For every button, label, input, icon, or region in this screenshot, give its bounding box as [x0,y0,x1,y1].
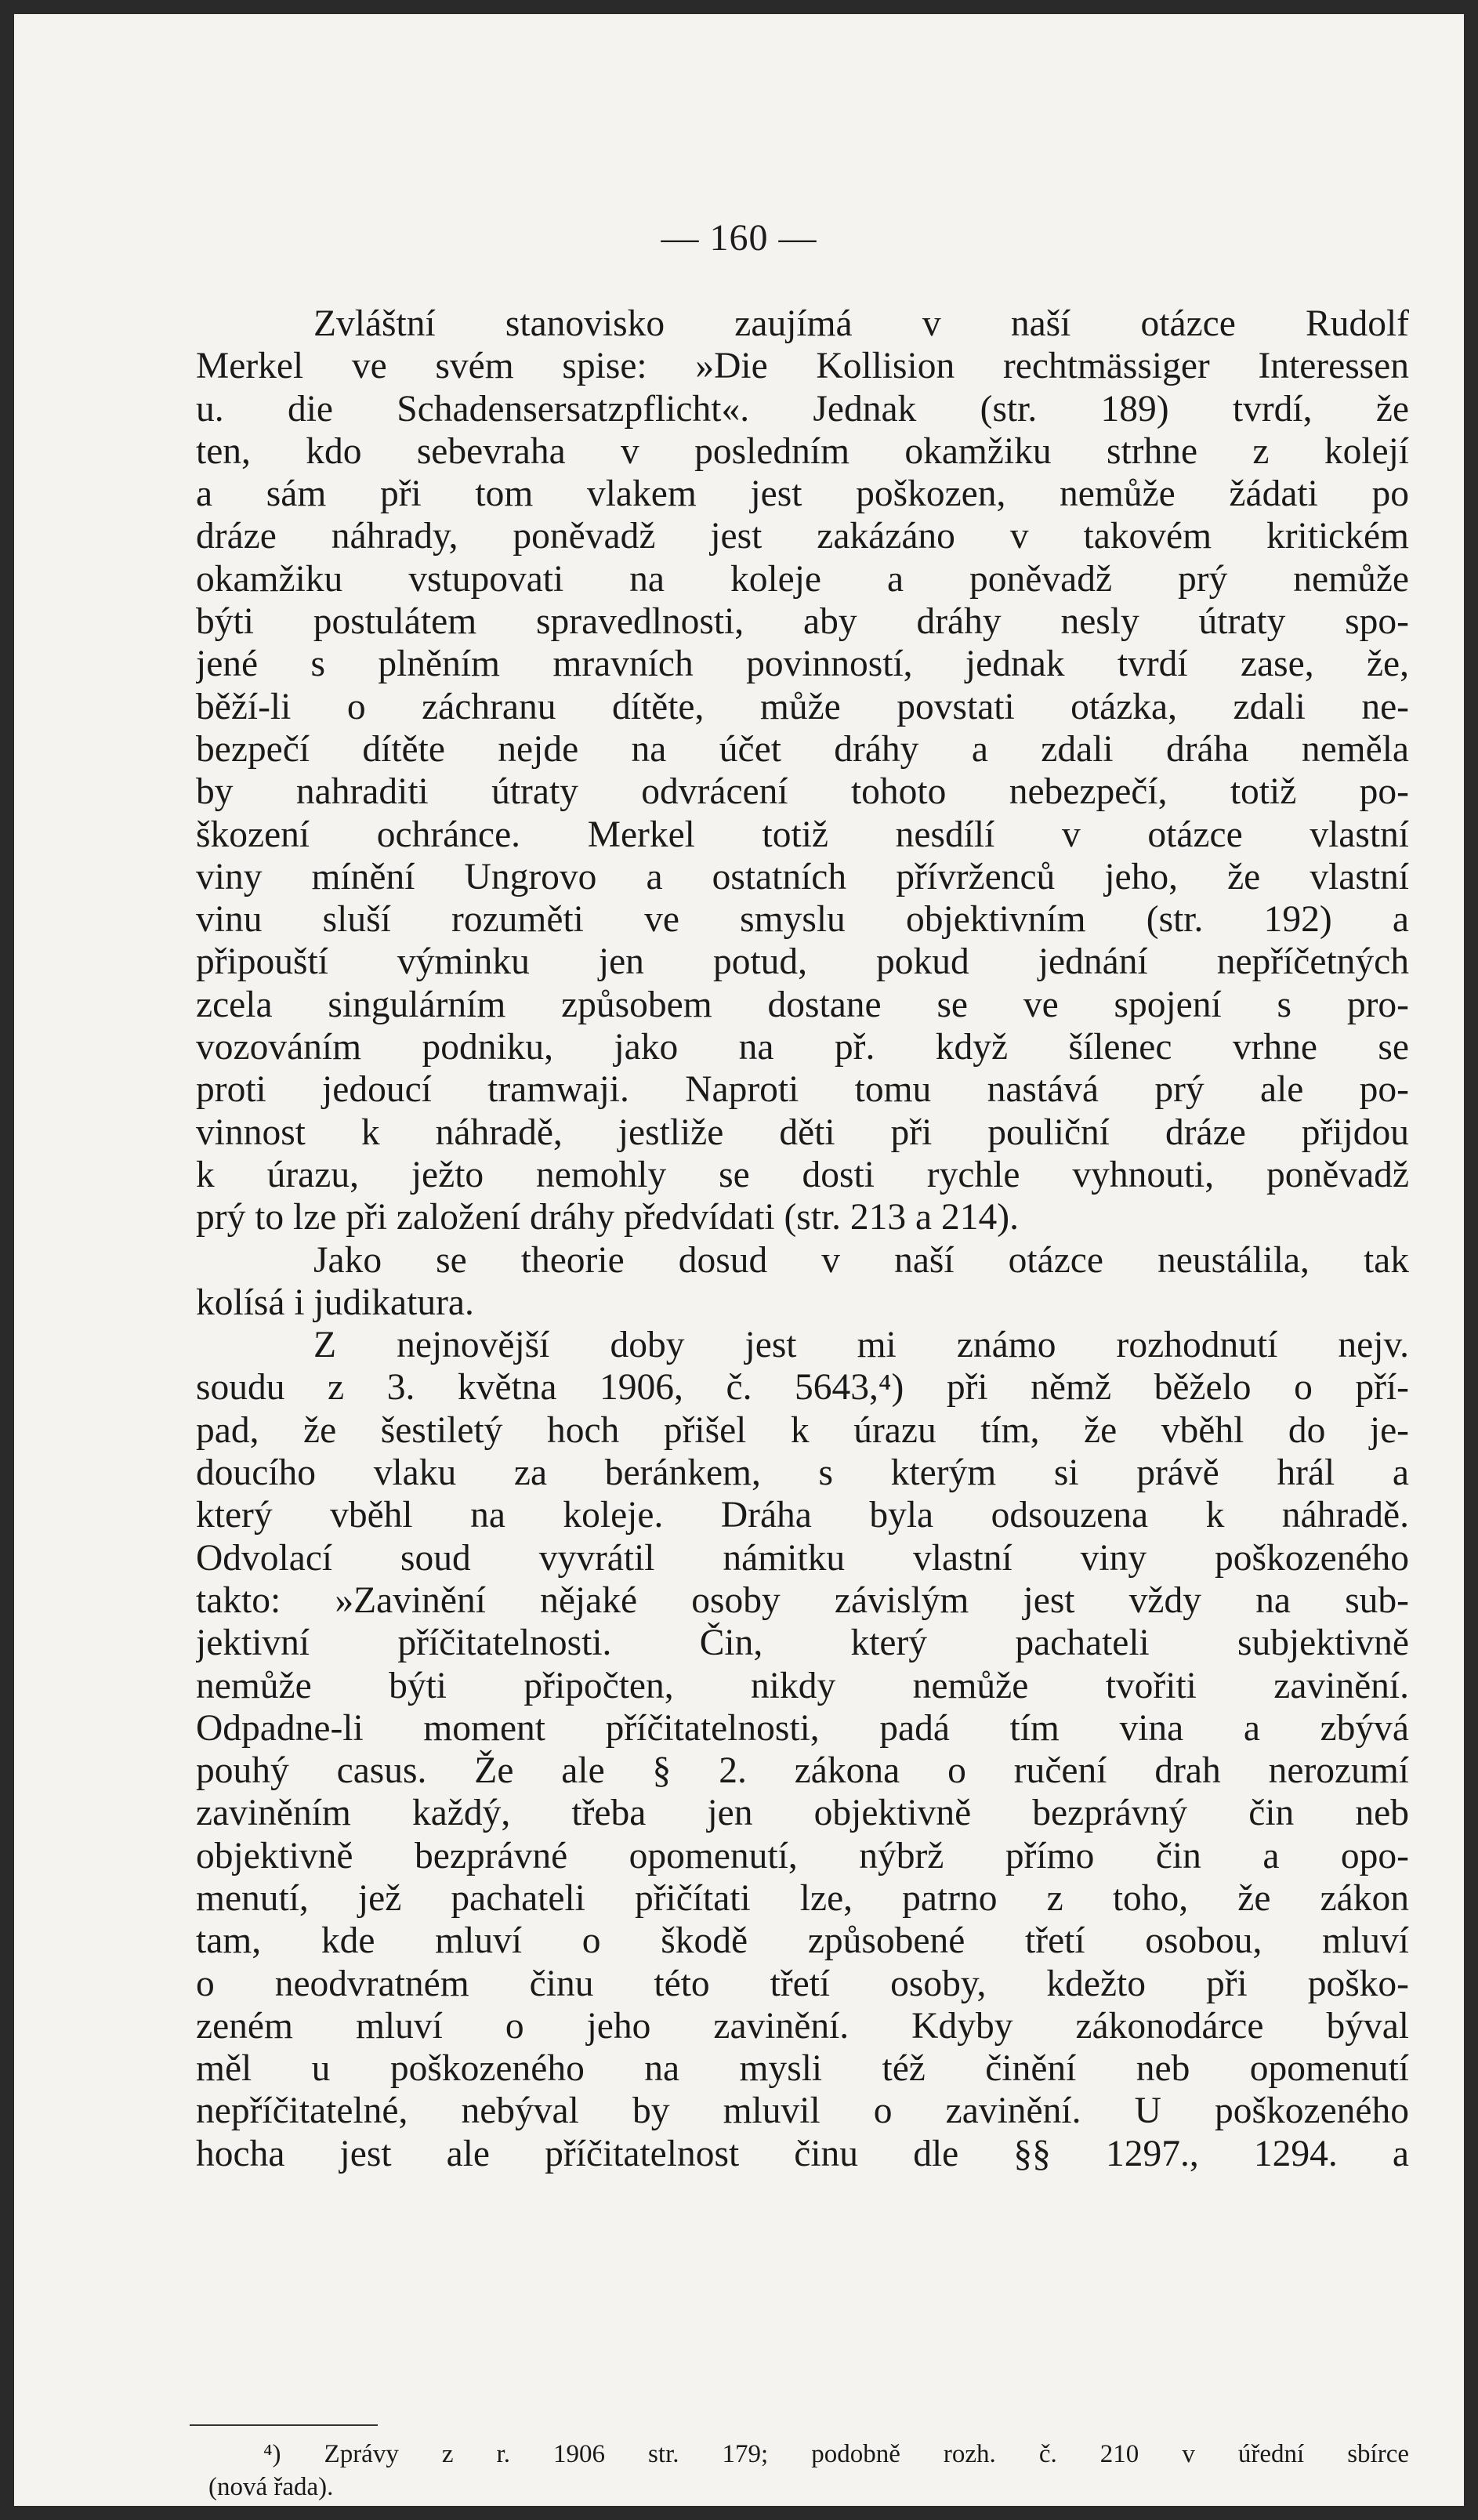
text-line: takto: »Zavinění nějaké osoby závislým jest vždy na sub- [196,1579,1409,1621]
text-line: vinnost k náhradě, jestliže děti při pouliční dráze přijdou [196,1111,1409,1153]
footnote-line: ⁴) Zprávy z r. 1906 str. 179; podobně rozh. č. 210 v úřední sbírce [263,2440,1409,2468]
text-line: nepříčitatelné, nebýval by mluvil o zavinění. U poškozeného [196,2090,1409,2132]
text-line: Z nejnovější doby jest mi známo rozhodnutí nejv. [313,1325,1409,1366]
text-line: menutí, jež pachateli přičítati lze, patrno z toho, že zákon [196,1877,1409,1919]
text-line: by nahraditi útraty odvrácení tohoto nebezpečí, totiž po- [196,771,1409,813]
text-line: proti jedoucí tramwaji. Naproti tomu nastává prý ale po- [196,1069,1409,1111]
body-text [196,303,1409,2175]
text-line: vinu sluší rozuměti ve smyslu objektivním (str. 192) a [196,899,1409,941]
text-line: prý to lze při založení dráhy předvídati (str. 213 a 214). [196,1197,1019,1238]
footnote-divider [190,2424,378,2426]
text-line: a sám při tom vlakem jest poškozen, nemůže žádati po [196,473,1409,515]
text-line: viny mínění Ungrovo a ostatních přívrženců jeho, že vlastní [196,856,1409,897]
text-line: doucího vlaku za beránkem, s kterým si právě hrál a [196,1452,1409,1494]
text-line: Jako se theorie dosud v naší otázce neustálila, tak [313,1239,1409,1281]
text-line: hocha jest ale příčitatelnost činu dle §§ 1297., 1294. a [196,2133,1409,2174]
footnote-line: (nová řada). [208,2473,334,2501]
text-line: pad, že šestiletý hoch přišel k úrazu tím, že vběhl do je- [196,1409,1409,1451]
text-line: zaviněním každý, třeba jen objektivně bezprávný čin neb [196,1793,1409,1834]
text-line: soudu z 3. května 1906, č. 5643,⁴) při němž běželo o pří- [196,1367,1409,1409]
text-line: Merkel ve svém spise: »Die Kollision rechtmässiger Interessen [196,346,1409,387]
text-line: tam, kde mluví o škodě způsobené třetí osobou, mluví [196,1920,1409,1962]
text-line: kolísá i judikatura. [196,1282,474,1323]
text-line: který vběhl na koleje. Dráha byla odsouzena k náhradě. [196,1495,1409,1536]
text-line: Odpadne-li moment příčitatelnosti, padá tím vina a zbývá [196,1707,1409,1749]
text-line: u. die Schadensersatzpflicht«. Jednak (str. 189) tvrdí, že [196,388,1409,430]
text-line: býti postulátem spravedlnosti, aby dráhy nesly útraty spo- [196,601,1409,643]
text-line: bezpečí dítěte nejde na účet dráhy a zdali dráha neměla [196,728,1409,770]
text-line: zeném mluví o jeho zavinění. Kdyby zákonodárce býval [196,2005,1409,2047]
text-line: škození ochránce. Merkel totiž nesdílí v otázce vlastní [196,814,1409,855]
text-line: okamžiku vstupovati na koleje a poněvadž prý nemůže [196,558,1409,600]
text-line: měl u poškozeného na mysli též činění neb opomenutí [196,2048,1409,2090]
book-page [14,14,1464,2506]
text-line: jektivní příčitatelnosti. Čin, který pachateli subjektivně [196,1623,1409,1664]
text-line: Zvláštní stanovisko zaujímá v naší otázce Rudolf [313,303,1409,344]
text-line: dráze náhrady, poněvadž jest zakázáno v takovém kritickém [196,516,1409,557]
text-line: o neodvratném činu této třetí osoby, kdežto při poško- [196,1963,1409,2004]
footnote [208,2438,1409,2504]
text-line: zcela singulárním způsobem dostane se ve spojení s pro- [196,984,1409,1025]
text-line: připouští výminku jen potud, pokud jednání nepříčetných [196,941,1409,983]
text-line: Odvolací soud vyvrátil námitku vlastní viny poškozeného [196,1537,1409,1579]
page-number: — 160 — [661,217,817,259]
text-line: jené s plněním mravních povinností, jednak tvrdí zase, že, [196,644,1409,685]
text-line: nemůže býti připočten, nikdy nemůže tvořiti zavinění. [196,1665,1409,1706]
text-line: objektivně bezprávné opomenutí, nýbrž přímo čin a opo- [196,1835,1409,1876]
text-line: vozováním podniku, jako na př. když šílenec vrhne se [196,1027,1409,1068]
text-line: běží-li o záchranu dítěte, může povstati otázka, zdali ne- [196,686,1409,727]
text-line: ten, kdo sebevraha v posledním okamžiku strhne z kolejí [196,430,1409,472]
text-line: k úrazu, ježto nemohly se dosti rychle vyhnouti, poněvadž [196,1154,1409,1195]
text-line: pouhý casus. Že ale § 2. zákona o ručení drah nerozumí [196,1750,1409,1792]
